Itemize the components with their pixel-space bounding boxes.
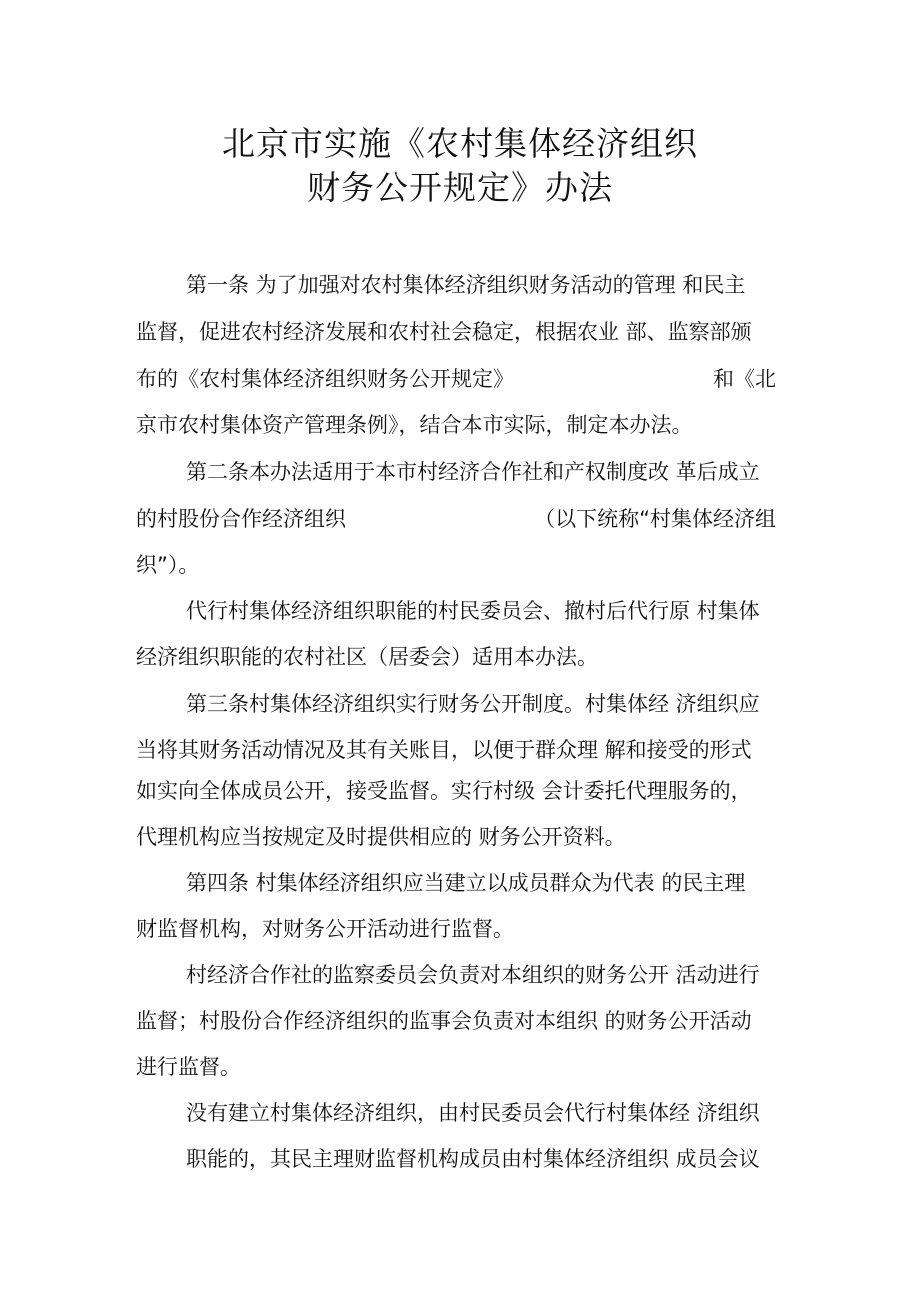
paragraph-line: 京市农村集体资产管理条例》，结合本市实际，制定本办法。 (136, 413, 693, 437)
paragraph-line: 没有建立村集体经济组织，由村民委员会代行村集体经 济组织 (186, 1101, 760, 1125)
paragraph-line: 监督；村股份合作经济组织的监事会负责对本组织 的财务公开活动 (136, 1009, 752, 1033)
paragraph-line: 第一条 为了加强对农村集体经济组织财务活动的管理 和民主 (186, 273, 746, 297)
paragraph-line: 第四条 村集体经济组织应当建立以成员群众为代表 的民主理 (186, 871, 746, 895)
paragraph-line: 进行监督。 (136, 1055, 241, 1079)
paragraph-line: 第二条本办法适用于本市村经济合作社和产权制度改 革后成立 (186, 460, 760, 484)
paragraph-line: 代行村集体经济组织职能的村民委员会、撤村后代行原 村集体 (186, 599, 760, 623)
paragraph-line-right: 和《北 (713, 367, 776, 391)
paragraph-line: 当将其财务活动情况及其有关账目，以便于群众理 解和接受的形式 (136, 738, 752, 762)
paragraph-line-left: 的村股份合作经济组织 (136, 507, 346, 531)
paragraph-line: 职能的，其民主理财监督机构成员由村集体经济组织 成员会议 (186, 1147, 760, 1171)
document-title-line-2: 财务公开规定》办法 (307, 168, 613, 207)
paragraph-line: 经济组织职能的农村社区（居委会）适用本办法。 (136, 645, 598, 669)
paragraph-line: 监督，促进农村经济发展和农村社会稳定，根据农业 部、监察部颁 (136, 320, 752, 344)
document-title-line-1: 北京市实施《农村集体经济组织 (222, 124, 698, 163)
paragraph-line (136, 364, 776, 394)
paragraph-line-left: 布的《农村集体经济组织财务公开规定》 (136, 367, 514, 391)
paragraph-line-right: （以下统称“村集体经济组 (534, 507, 776, 531)
paragraph-line: 财监督机构，对财务公开活动进行监督。 (136, 917, 514, 941)
paragraph-line: 村经济合作社的监察委员会负责对本组织的财务公开 活动进行 (186, 963, 760, 987)
paragraph-line: 第三条村集体经济组织实行财务公开制度。村集体经 济组织应 (186, 692, 760, 716)
paragraph-line: 织”）。 (136, 553, 200, 577)
paragraph-line (136, 504, 776, 534)
paragraph-line: 如实向全体成员公开，接受监督。实行村级 会计委托代理服务的， (136, 779, 752, 803)
paragraph-line: 代理机构应当按规定及时提供相应的 财务公开资料。 (136, 825, 626, 849)
